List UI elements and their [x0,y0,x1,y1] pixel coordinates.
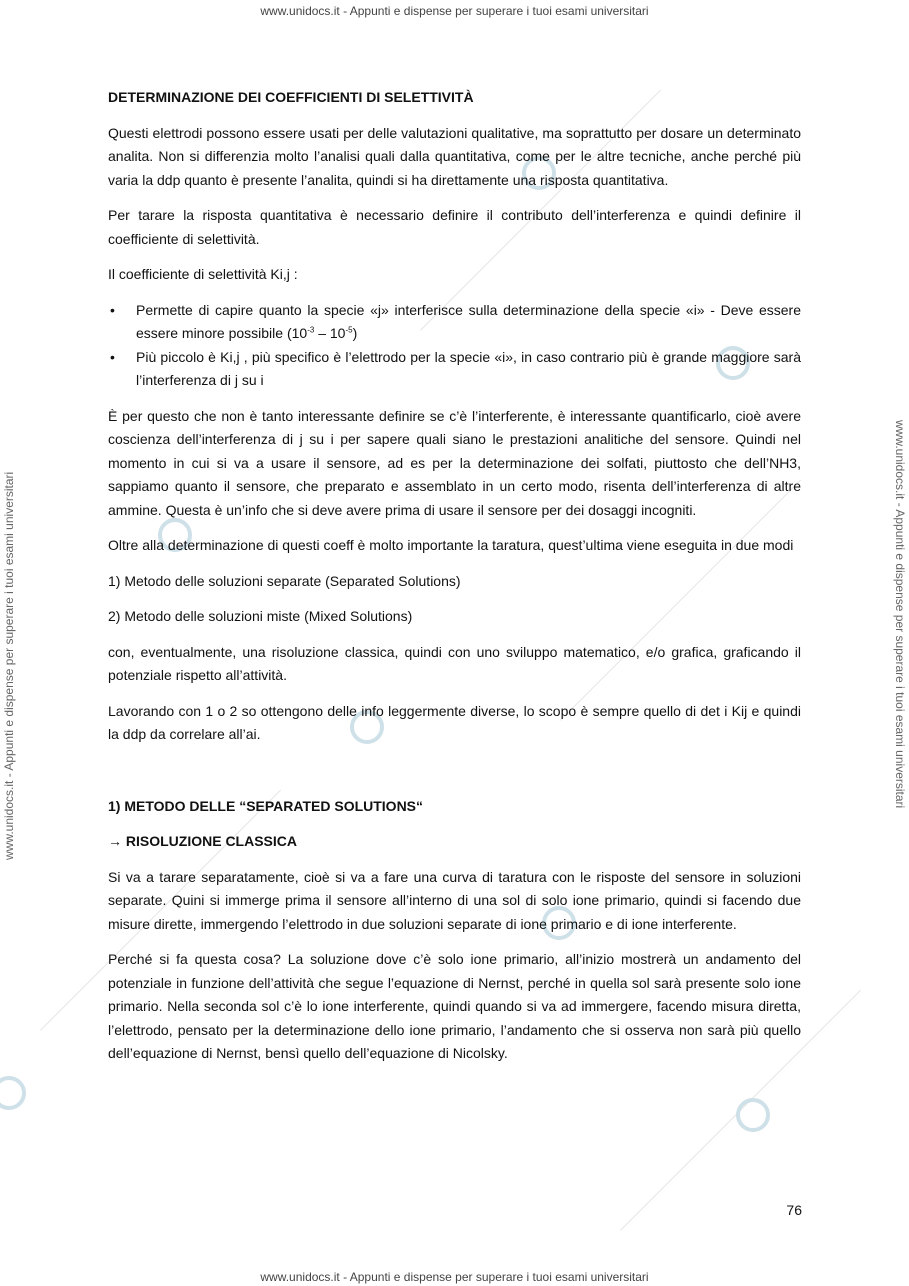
bullet-icon: • [110,348,115,365]
bullet-list [108,299,801,393]
list-item: • Più piccolo è Ki,j , più specifico è l’elettrodo per la specie «i», in caso contrario più è grande maggiore sarà l’interferenza di j su i [108,346,801,393]
paragraph: 1) Metodo delle soluzioni separate (Separated Solutions) [108,572,461,589]
paragraph: Questi elettrodi possono essere usati per delle valutazioni qualitative, ma soprattutto per dosare un determinato analita. Non si differenzia molto l’analisi quali dalla quantitativa, come per le altre tecniche, anche perché più varia la ddp quanto è presente l’analita, quindi si ha direttamente una risposta quantitativa. [108,124,801,188]
subsection-title: → RISOLUZIONE CLASSICA [108,833,298,849]
unidocs-logo-icon [736,1098,770,1132]
document-body [108,86,801,1078]
watermark-left-margin: www.unidocs.it - Appunti e dispense per superare i tuoi esami universitari [2,471,16,860]
watermark-header: www.unidocs.it - Appunti e dispense per superare i tuoi esami universitari [260,4,649,18]
watermark-footer: www.unidocs.it - Appunti e dispense per superare i tuoi esami universitari [260,1270,649,1284]
paragraph: Si va a tarare separatamente, cioè si va a fare una curva di taratura con le risposte del sensore in soluzioni separate. Quini si immerge prima il sensore all’interno di una sol di solo ione primario, quindi si facendo due misure dirette, immergendo l’elettrodo in due soluzioni separate di ione primario e di ione interferente. [108,868,801,932]
list-item: • Permette di capire quanto la specie «j» interferisce sulla determinazione della specie «i» - Deve essere essere minore possibile $(10^{-3} - 10^{-5})$ [108,299,801,346]
paragraph: 2) Metodo delle soluzioni miste (Mixed Solutions) [108,608,413,624]
paragraph: Oltre alla determinazione di questi coeff è molto importante la taratura, quest’ultima viene eseguita in due modi [108,537,794,553]
section-title: DETERMINAZIONE DEI COEFFICIENTI DI SELETTIVITÀ [108,89,474,105]
paragraph: con, eventualmente, una risoluzione classica, quindi con uno sviluppo matematico, e/o grafica, graficando il potenziale rispetto all’attività. [108,643,801,683]
page-number: 76 [786,1202,802,1218]
watermark-right-margin: www.unidocs.it - Appunti e dispense per superare i tuoi esami universitari [893,420,907,809]
unidocs-logo-icon [0,1076,26,1110]
paragraph: Lavorando con 1 o 2 so ottengono delle info leggermente diverse, lo scopo è sempre quello di det i Kij e quindi la ddp da correlare all’ai. [108,702,801,742]
bullet-icon: • [110,301,115,318]
spacer [108,759,801,795]
paragraph: È per questo che non è tanto interessante definire se c’è l’interferente, è interessante quantificarlo, cioè avere coscienza dell’interferenza di j su i per sapere quali siano le prestazioni analitiche del sensore. Quindi nel momento in cui si va a usare il sensore, ad es per la determinazione dei solfati, piuttosto che dell’NH3, sappiamo quanto il sensore, che preparato e assemblato in un certo modo, risenta dell’interferenza di altre ammine. Questa è un’info che si deve avere prima di usare il sensore per dei dosaggi incogniti. [108,407,801,518]
section-title: 1) METODO DELLE “SEPARATED SOLUTIONS“ [108,797,424,814]
paragraph: Per tarare la risposta quantitativa è necessario definire il contributo dell’interferenza e quindi definire il coefficiente di selettività. [108,207,801,247]
paragraph: Il coefficiente di selettività Ki,j : [108,266,298,282]
paragraph: Perché si fa questa cosa? La soluzione dove c’è solo ione primario, all’inizio mostrerà un andamento del potenziale in funzione dell’attività che segue l’equazione di Nernst, perché in quella sol sarà presente solo ione primario. Nella seconda sol c’è lo ione interferente, quindi quando si va ad immergere, facendo misura diretta, l’elettrodo, pensato per la determinazione dello ione primario, l’andamento che si osserva non sarà più quello dell’equazione di Nernst, bensì quello dell’equazione di Nicolsky. [108,951,801,1061]
